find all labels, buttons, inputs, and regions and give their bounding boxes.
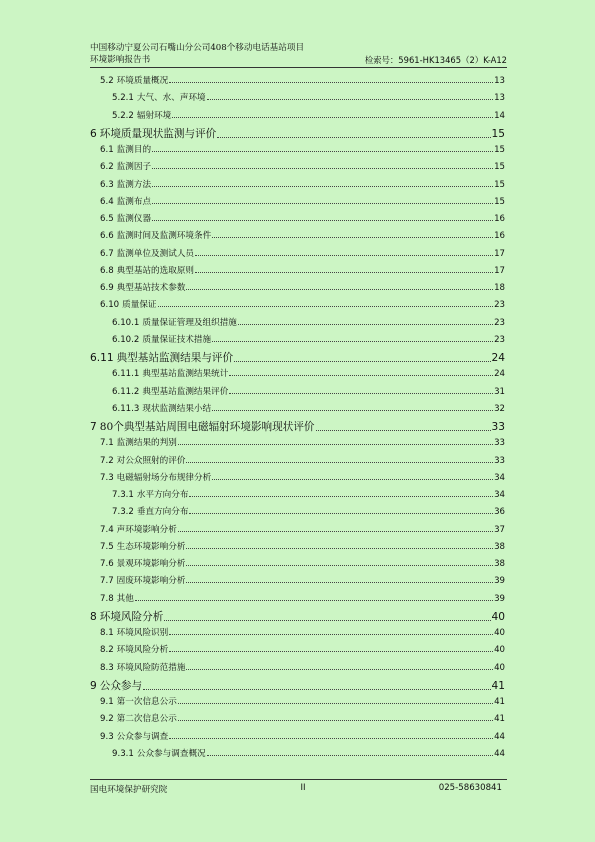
toc-entry-title: 电磁辐射场分布规律分析	[116, 472, 212, 483]
toc-entry[interactable]	[90, 678, 505, 693]
toc-dot-leader	[143, 689, 490, 690]
toc-dot-leader	[152, 203, 493, 204]
toc-entry-page: 39	[494, 576, 505, 587]
toc-dot-leader	[169, 82, 493, 83]
toc-dot-leader	[152, 186, 493, 187]
toc-entry-number: 6.11.3	[112, 403, 140, 414]
toc-entry[interactable]	[100, 626, 505, 638]
toc-entry[interactable]	[112, 385, 505, 397]
toc-entry-number: 7.2	[100, 455, 114, 466]
toc-entry[interactable]	[100, 143, 505, 155]
toc-entry-number: 7.1	[100, 438, 114, 449]
toc-entry[interactable]	[112, 109, 505, 121]
toc-entry[interactable]	[90, 419, 505, 434]
toc-entry-number: 9.1	[100, 697, 114, 707]
toc-dot-leader	[152, 168, 493, 169]
toc-entry-title: 对公众照射的评价	[116, 455, 186, 466]
toc-entry-number: 6.1	[100, 145, 114, 155]
toc-entry-page: 17	[494, 265, 505, 276]
toc-dot-leader	[152, 151, 493, 152]
toc-entry-number: 7.5	[100, 541, 114, 552]
toc-dot-leader	[189, 496, 493, 497]
toc-entry[interactable]	[100, 212, 505, 224]
toc-entry[interactable]	[100, 557, 505, 569]
toc-entry-page: 23	[494, 300, 505, 311]
toc-entry-number: 6.5	[100, 214, 114, 224]
toc-entry[interactable]	[90, 609, 505, 624]
toc-dot-leader	[212, 410, 493, 411]
toc-entry[interactable]	[100, 643, 505, 655]
toc-entry-title: 典型基站监测结果与评价	[116, 352, 234, 364]
toc-entry-title: 监测布点	[116, 196, 152, 207]
toc-entry[interactable]	[100, 540, 505, 552]
toc-entry-title: 固废环境影响分析	[116, 576, 186, 587]
toc-entry[interactable]	[100, 281, 505, 293]
toc-entry-title: 第一次信息公示	[116, 697, 177, 707]
toc-entry-title: 环境质量概况	[116, 76, 169, 86]
toc-entry-title: 环境风险识别	[116, 628, 169, 638]
toc-entry[interactable]	[100, 74, 505, 86]
toc-entry-number: 6.3	[100, 179, 114, 190]
toc-entry-page: 15	[494, 162, 505, 173]
toc-entry-title: 监测因子	[116, 162, 152, 173]
toc-entry-page: 16	[494, 231, 505, 242]
toc-entry-number: 6.11.1	[112, 369, 140, 380]
toc-entry-number: 8	[90, 610, 97, 623]
toc-entry-number: 7.3.1	[112, 490, 134, 500]
toc-dot-leader	[195, 255, 493, 256]
toc-dot-leader	[169, 651, 493, 652]
toc-dot-leader	[186, 462, 493, 463]
toc-entry[interactable]	[112, 316, 505, 328]
toc-entry[interactable]	[100, 661, 505, 673]
toc-entry[interactable]	[112, 505, 505, 517]
toc-entry[interactable]	[112, 747, 505, 759]
toc-entry-title: 环境风险防范措施	[116, 662, 186, 673]
toc-dot-leader	[229, 393, 493, 394]
toc-entry-number: 6.10	[100, 300, 120, 311]
toc-entry[interactable]	[100, 523, 505, 535]
toc-entry-title: 监测方法	[116, 179, 152, 190]
toc-dot-leader	[186, 669, 493, 670]
toc-entry-number: 7.7	[100, 576, 114, 587]
toc-entry-page: 40	[494, 628, 505, 638]
toc-entry-page: 15	[494, 145, 505, 155]
toc-entry-title: 监测结果的判别	[116, 438, 177, 449]
toc-entry-number: 8.1	[100, 628, 114, 638]
toc-entry[interactable]	[100, 730, 505, 742]
toc-entry[interactable]	[90, 126, 505, 141]
toc-entry-number: 5.2	[100, 76, 114, 86]
toc-entry-page: 15	[494, 196, 505, 207]
toc-dot-leader	[212, 479, 493, 480]
toc-dot-leader	[212, 341, 493, 342]
toc-entry-page: 33	[491, 421, 505, 433]
toc-entry-number: 6	[90, 127, 97, 140]
toc-entry-title: 80个典型基站周围电磁辐射环境影响现状评价	[99, 421, 315, 433]
toc-dot-leader	[135, 600, 493, 601]
toc-entry-title: 典型基站技术参数	[116, 283, 186, 293]
page-footer	[90, 783, 502, 795]
toc-dot-leader	[238, 324, 493, 325]
footer-institute: 国电环境保护研究院	[90, 785, 168, 795]
toc-entry-page: 38	[494, 541, 505, 552]
toc-entry-number: 7	[90, 421, 97, 433]
toc-dot-leader	[178, 531, 493, 532]
toc-entry-title: 第二次信息公示	[116, 714, 177, 725]
toc-entry-title: 环境风险分析	[116, 645, 169, 656]
toc-entry-page: 40	[494, 645, 505, 656]
toc-entry-page: 17	[494, 248, 505, 259]
toc-entry-number: 9.3	[100, 731, 114, 742]
toc-entry[interactable]	[100, 298, 505, 310]
toc-entry-title: 公众参与调查概况	[136, 748, 206, 759]
toc-entry[interactable]	[100, 247, 505, 259]
toc-entry-page: 40	[494, 662, 505, 673]
toc-entry-number: 7.4	[100, 524, 114, 535]
toc-entry[interactable]	[112, 402, 505, 414]
toc-dot-leader	[207, 99, 493, 100]
toc-entry[interactable]	[90, 350, 505, 365]
footer-page-number: II	[300, 783, 306, 793]
toc-entry-page: 41	[494, 714, 505, 725]
toc-dot-leader	[186, 548, 493, 549]
toc-entry-number: 9	[90, 679, 97, 692]
toc-entry[interactable]	[112, 91, 505, 103]
toc-entry[interactable]	[112, 488, 505, 500]
toc-entry-title: 质量保证	[122, 300, 157, 311]
toc-entry-title: 典型基站的选取原则	[116, 265, 195, 276]
toc-entry-page: 36	[494, 507, 505, 518]
toc-entry[interactable]	[100, 195, 505, 207]
toc-entry-title: 监测单位及测试人员	[116, 248, 195, 259]
toc-entry-page: 15	[494, 179, 505, 190]
toc-dot-leader	[164, 620, 490, 621]
toc-entry-page: 23	[494, 317, 505, 328]
toc-entry-page: 16	[494, 214, 505, 224]
toc-dot-leader	[172, 117, 493, 118]
toc-entry-title: 公众参与	[99, 679, 143, 692]
toc-dot-leader	[169, 738, 493, 739]
toc-entry[interactable]	[112, 367, 505, 379]
toc-entry-title: 质量保证管理及组织措施	[142, 317, 237, 328]
toc-entry[interactable]	[100, 695, 505, 707]
toc-dot-leader	[186, 582, 493, 583]
toc-entry-page: 13	[494, 93, 505, 104]
toc-entry-title: 监测时间及监测环境条件	[116, 231, 212, 242]
toc-entry-page: 34	[494, 472, 505, 483]
toc-entry-number: 6.6	[100, 231, 114, 242]
toc-entry-number: 6.4	[100, 196, 114, 207]
toc-entry-page: 15	[491, 127, 505, 140]
toc-entry-title: 大气、水、声环境	[136, 93, 206, 104]
toc-dot-leader	[234, 361, 490, 362]
toc-dot-leader	[207, 755, 493, 756]
page-header	[90, 42, 507, 66]
toc-entry-number: 7.8	[100, 593, 114, 604]
toc-dot-leader	[229, 375, 493, 376]
toc-dot-leader	[169, 634, 493, 635]
toc-entry-page: 41	[494, 697, 505, 707]
toc-entry-number: 6.9	[100, 283, 114, 293]
toc-entry-page: 24	[494, 369, 505, 380]
toc-entry-page: 32	[494, 403, 505, 414]
toc-entry-page: 39	[494, 593, 505, 604]
toc-entry[interactable]	[112, 333, 505, 345]
toc-entry[interactable]	[100, 160, 505, 172]
toc-dot-leader	[217, 137, 490, 138]
toc-entry-number: 5.2.1	[112, 93, 134, 104]
toc-entry[interactable]	[100, 264, 505, 276]
toc-entry-title: 公众参与调查	[116, 731, 169, 742]
toc-entry-number: 7.3	[100, 472, 114, 483]
toc-dot-leader	[189, 513, 493, 514]
toc-entry-page: 33	[494, 455, 505, 466]
toc-dot-leader	[195, 272, 493, 273]
toc-entry-title: 景观环境影响分析	[116, 559, 186, 569]
toc-entry-page: 44	[494, 731, 505, 742]
toc-dot-leader	[178, 444, 493, 445]
toc-entry-title: 监测仪器	[116, 214, 152, 224]
toc-entry-number: 7.6	[100, 559, 114, 569]
toc-entry-page: 13	[494, 76, 505, 86]
toc-dot-leader	[158, 306, 494, 307]
toc-entry-number: 8.2	[100, 645, 114, 656]
toc-entry-title: 质量保证技术措施	[142, 334, 212, 345]
toc-entry-title: 生态环境影响分析	[116, 541, 186, 552]
header-divider	[90, 67, 507, 68]
toc-entry-number: 6.10.2	[112, 334, 140, 345]
toc-entry-number: 6.10.1	[112, 317, 140, 328]
toc-entry-number: 9.2	[100, 714, 114, 725]
footer-divider	[90, 779, 507, 780]
toc-entry-page: 14	[494, 110, 505, 121]
toc-entry-page: 24	[491, 352, 505, 364]
project-title: 中国移动宁夏公司石嘴山分公司408个移动电话基站项目	[90, 43, 305, 53]
toc-entry-title: 环境质量现状监测与评价	[99, 127, 217, 140]
toc-entry-page: 33	[494, 438, 505, 449]
report-type: 环境影响报告书	[90, 55, 151, 65]
toc-entry[interactable]	[100, 436, 505, 448]
toc-entry[interactable]	[100, 712, 505, 724]
toc-dot-leader	[178, 703, 493, 704]
toc-entry[interactable]	[100, 471, 505, 483]
toc-entry-title: 环境风险分析	[99, 610, 164, 623]
toc-entry-number: 9.3.1	[112, 748, 134, 759]
toc-entry-page: 44	[494, 748, 505, 759]
index-code: 检索号：5961-HK13465（2）K-A12	[364, 55, 507, 65]
toc-dot-leader	[186, 289, 493, 290]
toc-entry[interactable]	[100, 592, 505, 604]
toc-entry-title: 声环境影响分析	[116, 524, 177, 535]
toc-entry-title: 典型基站监测结果统计	[142, 369, 229, 380]
toc-entry-page: 37	[494, 524, 505, 535]
toc-entry[interactable]	[100, 574, 505, 586]
toc-entry-title: 垂直方向分布	[136, 507, 189, 518]
toc-entry-number: 7.3.2	[112, 507, 134, 518]
toc-entry-number: 6.11.2	[112, 386, 140, 397]
toc-entry-title: 典型基站监测结果评价	[142, 386, 229, 397]
toc-entry-title: 其他	[116, 593, 134, 604]
toc-entry-title: 水平方向分布	[136, 490, 189, 500]
toc-entry-title: 现状监测结果小结	[142, 403, 212, 414]
toc-entry[interactable]	[100, 454, 505, 466]
toc-entry-page: 38	[494, 559, 505, 569]
toc-entry-page: 23	[494, 334, 505, 345]
toc-entry-page: 41	[491, 679, 505, 692]
toc-entry-number: 8.3	[100, 662, 114, 673]
toc-dot-leader	[316, 430, 491, 431]
toc-dot-leader	[152, 220, 493, 221]
toc-entry-number: 6.2	[100, 162, 114, 173]
toc-dot-leader	[178, 720, 493, 721]
toc-entry-number: 5.2.2	[112, 110, 134, 121]
toc-dot-leader	[186, 565, 493, 566]
toc-entry-number: 6.7	[100, 248, 114, 259]
toc-entry-page: 40	[491, 610, 505, 623]
toc-entry-title: 监测目的	[116, 145, 152, 155]
toc-entry-page: 31	[494, 386, 505, 397]
toc-dot-leader	[212, 237, 493, 238]
toc-entry[interactable]	[100, 178, 505, 190]
toc-entry-number: 6.11	[90, 352, 114, 364]
toc-entry-title: 辐射环境	[136, 110, 172, 121]
toc-entry-page: 18	[494, 283, 505, 293]
footer-phone: 025-58630841	[438, 783, 502, 793]
toc-entry-page: 34	[494, 490, 505, 500]
toc-entry[interactable]	[100, 229, 505, 241]
toc-entry-number: 6.8	[100, 265, 114, 276]
